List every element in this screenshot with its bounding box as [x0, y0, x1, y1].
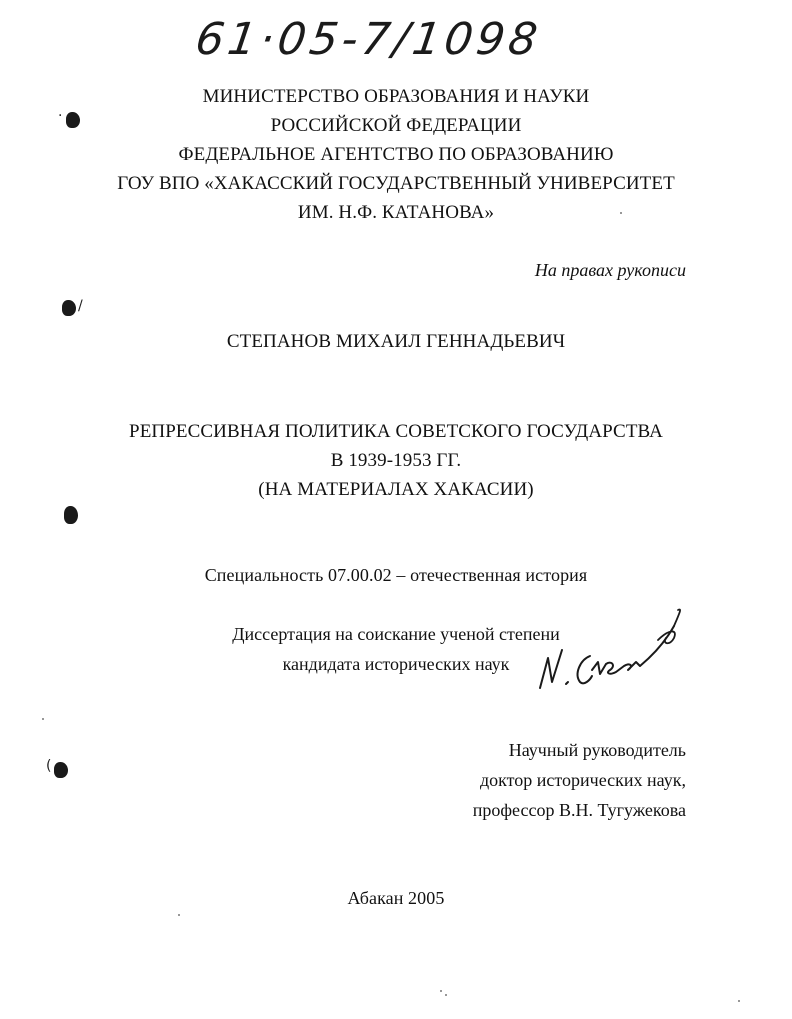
author-name: СТЕПАНОВ МИХАИЛ ГЕННАДЬЕВИЧ	[226, 331, 566, 352]
header-line-agency: ФЕДЕРАЛЬНОЕ АГЕНТСТВО ПО ОБРАЗОВАНИЮ	[178, 144, 614, 165]
header-line-ministry: МИНИСТЕРСТВО ОБРАЗОВАНИЯ И НАУКИ	[202, 86, 590, 107]
supervisor-line-2: доктор исторических наук,	[480, 770, 686, 790]
manuscript-rights-note: На правах рукописи	[534, 260, 686, 280]
binding-hole-mark	[62, 300, 76, 316]
hole-scratch-icon: ·	[58, 108, 63, 124]
author-signature	[528, 600, 688, 700]
hole-scratch-icon: (	[46, 758, 52, 774]
header-line-university-name: ИМ. Н.Ф. КАТАНОВА»	[297, 202, 495, 223]
scan-speck	[620, 212, 622, 214]
scan-speck	[178, 914, 180, 916]
supervisor-line-3: профессор В.Н. Тугужекова	[472, 800, 686, 820]
specialty-line: Специальность 07.00.02 – отечественная история	[204, 565, 588, 585]
scan-speck	[42, 718, 44, 720]
binding-hole-mark	[64, 506, 78, 524]
binding-hole-mark	[66, 112, 80, 128]
place-year: Абакан 2005	[347, 888, 445, 908]
degree-line-2: кандидата исторических наук	[282, 654, 510, 674]
scan-speck	[440, 990, 442, 992]
scan-speck	[445, 994, 447, 996]
binding-hole-mark	[54, 762, 68, 778]
handwritten-archive-number: 61·05-7/1098	[192, 14, 545, 65]
title-line-2: В 1939-1953 ГГ.	[330, 450, 462, 471]
degree-line-1: Диссертация на соискание ученой степени	[232, 624, 560, 644]
hole-scratch-icon: /	[78, 298, 83, 314]
title-line-1: РЕПРЕССИВНАЯ ПОЛИТИКА СОВЕТСКОГО ГОСУДАРСТВА	[129, 421, 663, 442]
header-line-federation: РОССИЙСКОЙ ФЕДЕРАЦИИ	[270, 115, 522, 136]
scan-speck	[738, 1000, 740, 1002]
header-line-university: ГОУ ВПО «ХАКАССКИЙ ГОСУДАРСТВЕННЫЙ УНИВЕРСИТЕТ	[117, 173, 675, 194]
title-line-3: (НА МАТЕРИАЛАХ ХАКАСИИ)	[258, 479, 534, 500]
supervisor-line-1: Научный руководитель	[508, 740, 686, 760]
